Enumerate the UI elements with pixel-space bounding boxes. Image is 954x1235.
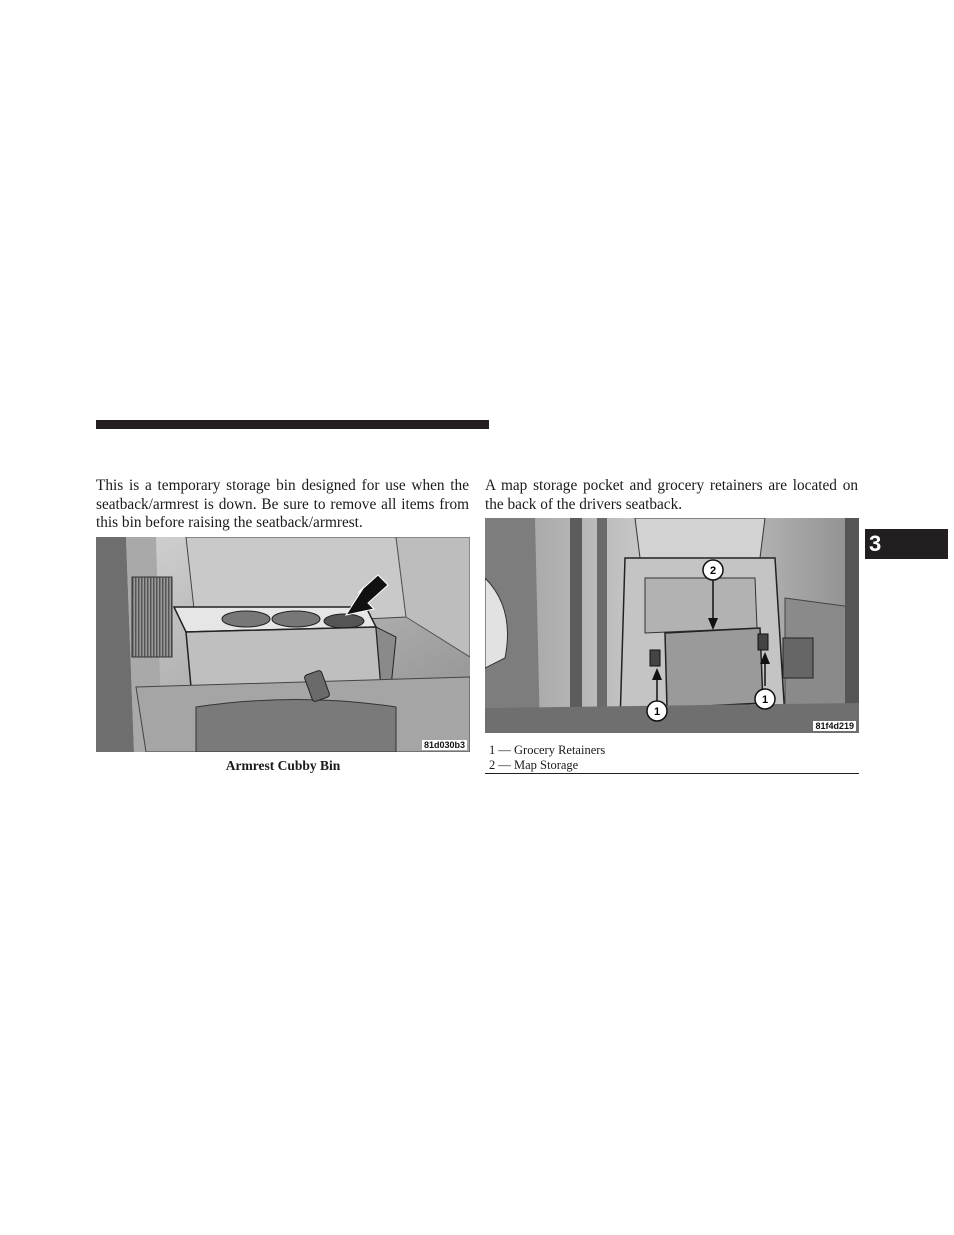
figure-legend (489, 743, 858, 772)
map-pocket-paragraph: A map storage pocket and grocery retainers are located on the back of the drivers seatback. (485, 477, 858, 513)
armrest-figure-caption: Armrest Cubby Bin (225, 758, 341, 773)
armrest-cubby-bin-illustration (96, 537, 470, 752)
figure-code-left: 81d030b3 (423, 740, 465, 750)
legend-item-map-storage: 2 — Map Storage (489, 757, 579, 772)
armrest-bin-paragraph: This is a temporary storage bin designed for use when the seatback/armrest is down. Be sure to remove all items from this bin before raising the seatback/armrest. (96, 477, 469, 531)
chapter-tab: 3 (865, 529, 948, 559)
seatback-map-pocket-illustration (485, 518, 859, 733)
callout-grocery-retainer-left: 1 (653, 706, 661, 718)
legend-item-grocery-retainers: 1 — Grocery Retainers (489, 743, 606, 757)
callout-grocery-retainer-right: 1 (761, 694, 769, 706)
legend-divider (485, 773, 859, 774)
section-header-bar (96, 420, 489, 429)
figure-code-right: 81f4d219 (815, 721, 854, 731)
callout-map-storage: 2 (709, 565, 717, 577)
